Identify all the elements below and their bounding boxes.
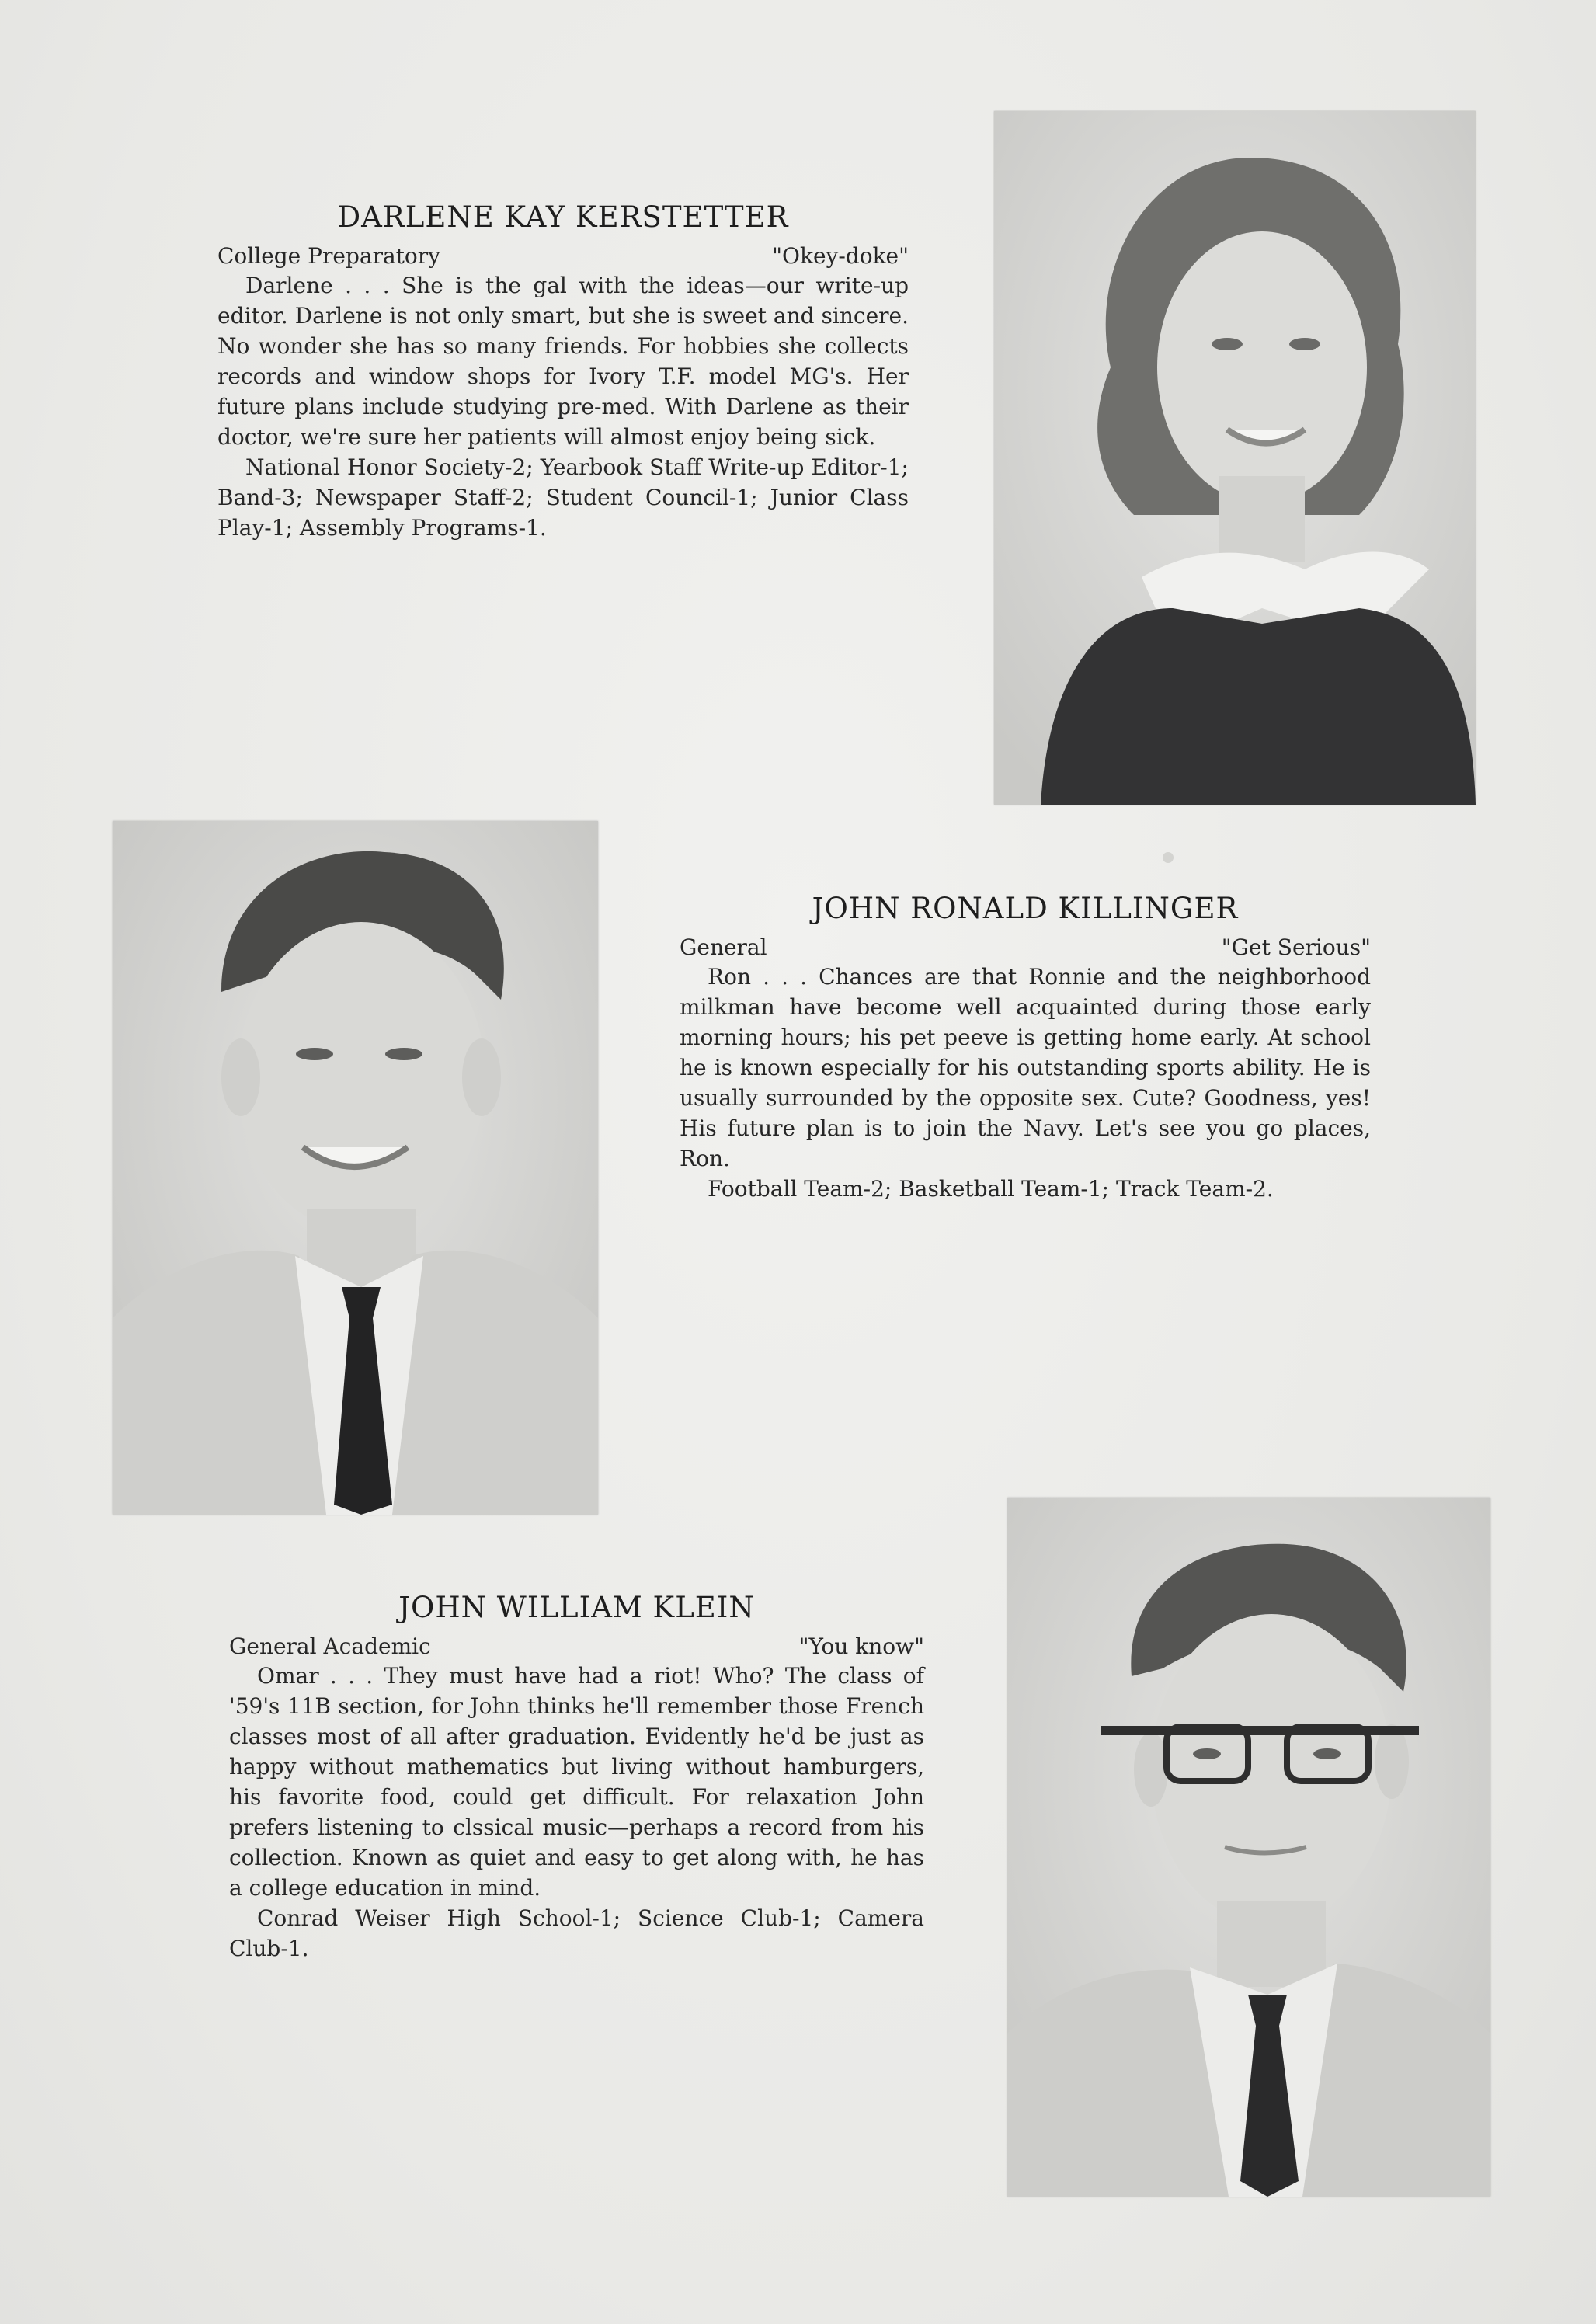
portrait-photo-kerstetter (994, 111, 1476, 805)
page-speck (1163, 852, 1174, 863)
write-up-text: Omar . . . They must have had a riot! Who? The class of '59's 11B section, for John thinks he'll remember those French classes most of all after graduation. Evidently he'd be just as happy without mathematics but living without hamburgers, his favorite food, could get difficult. For relaxation John prefers listening to clssical music—perhaps a record from his collection. Known as quiet and easy to get along with, he has a college education in mind. (229, 1663, 924, 1901)
motto-label: "You know" (798, 1633, 924, 1659)
student-name: DARLENE KAY KERSTETTER (337, 200, 789, 234)
write-up-text: Darlene . . . She is the gal with the ideas—our write-up editor. Darlene is not only smart, but she is sweet and sincere. No wonder she has so many friends. For hobbies she collects records and window shops for Ivory T.F. model MG's. Her future plans include studying pre-med. With Darlene as their doctor, we're sure her patients will almost enjoy being sick. (217, 273, 909, 451)
activities-text: Football Team-2; Basketball Team-1; Track Team-2. (708, 1176, 1274, 1202)
entry-meta (217, 242, 909, 271)
student-name: JOHN RONALD KILLINGER (812, 892, 1239, 925)
senior-entry-killinger (680, 893, 1371, 1204)
entry-meta (229, 1632, 924, 1661)
activities-text: Conrad Weiser High School-1; Science Club-1; Camera Club-1. (229, 1905, 924, 1962)
motto-label: "Get Serious" (1221, 934, 1371, 960)
write-up-text: Ron . . . Chances are that Ronnie and the neighborhood milkman have become well acquainted during those early morning hours; his pet peeve is getting home early. At school he is known especially for his outstanding sports ability. He is usually surrounded by the opposite sex. Cute? Goodness, yes! His future plan is to join the Navy. Let's see you go places, Ron. (680, 964, 1371, 1172)
portrait-photo-klein (1007, 1498, 1490, 2197)
student-name: JOHN WILLIAM KLEIN (398, 1591, 755, 1624)
entry-meta (680, 933, 1371, 962)
motto-label: "Okey-doke" (772, 242, 909, 269)
senior-entry-klein (229, 1592, 924, 1964)
portrait-photo-killinger (113, 821, 598, 1515)
course-label: General (680, 934, 767, 960)
senior-entry-kerstetter (217, 202, 909, 543)
activities-text: National Honor Society-2; Yearbook Staff Write-up Editor-1; Band-3; Newspaper Staff-2; Student Council-1; Junior Class Play-1; Assembly Programs-1. (217, 454, 909, 541)
course-label: College Preparatory (217, 242, 440, 269)
course-label: General Academic (229, 1633, 431, 1659)
